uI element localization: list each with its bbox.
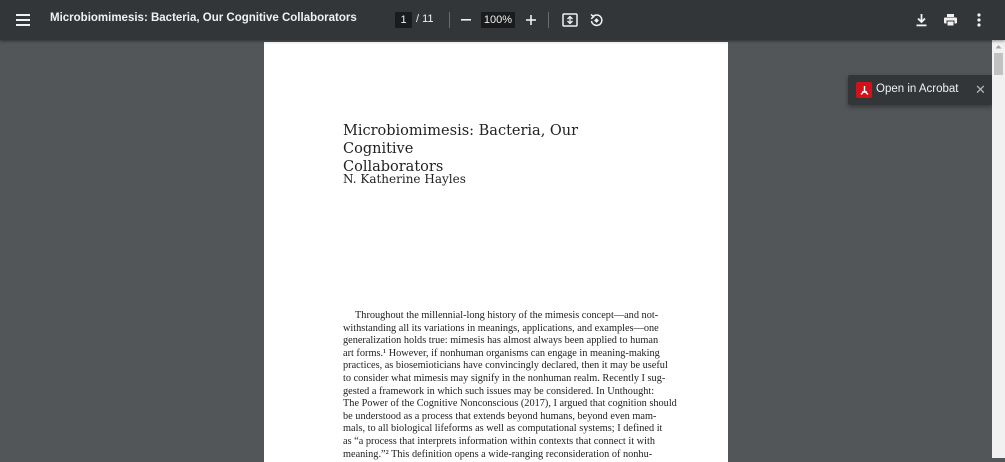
body-line: The Power of the Cognitive Nonconscious (2017), I argued that cognition should bbox=[343, 398, 677, 410]
rotate-button[interactable] bbox=[586, 10, 606, 30]
download-button[interactable] bbox=[911, 10, 931, 30]
toolbar-divider bbox=[548, 12, 549, 28]
body-line: meaning.”² This definition opens a wide-ranging reconsideration of nonhu- bbox=[343, 448, 653, 460]
body-text bbox=[343, 310, 677, 461]
more-vert-icon bbox=[977, 13, 981, 27]
zoom-input[interactable]: 100% bbox=[481, 12, 515, 28]
download-icon bbox=[915, 13, 928, 27]
scroll-up-icon[interactable] bbox=[992, 40, 1005, 52]
zoom-out-button[interactable] bbox=[456, 10, 476, 30]
vertical-scrollbar[interactable] bbox=[992, 40, 1005, 458]
heading-line: Collaborators bbox=[343, 159, 444, 175]
body-line: mals, to all biological lifeforms as well as computational systems; I defined it bbox=[343, 423, 663, 435]
body-line: generalization holds true: mimesis has almost always been applied to human bbox=[343, 335, 659, 347]
more-options-button[interactable] bbox=[969, 10, 989, 30]
body-line: as “a process that interprets information within contexts that connect it with bbox=[343, 435, 655, 447]
zoom-out-icon bbox=[460, 14, 472, 26]
menu-icon[interactable] bbox=[14, 11, 34, 29]
pdf-toolbar bbox=[0, 0, 1005, 40]
fit-page-icon bbox=[562, 13, 578, 27]
heading-line: Microbiomimesis: Bacteria, Our Cognitive bbox=[343, 123, 579, 157]
body-line: withstanding all its variations in meanings, applications, and examples—one bbox=[343, 322, 659, 334]
close-icon[interactable]: ✕ bbox=[975, 82, 986, 97]
body-line: art forms.¹ However, if nonhuman organisms can engage in meaning-making bbox=[343, 347, 660, 359]
body-line: be understood as a process that extends beyond humans, beyond even mam- bbox=[343, 410, 657, 422]
page-total: / 11 bbox=[416, 13, 434, 25]
open-in-acrobat-button[interactable]: Open in Acrobat bbox=[876, 83, 959, 95]
document-heading bbox=[343, 122, 643, 176]
pdf-page bbox=[264, 42, 728, 462]
body-line: practices, as biosemioticians have convincingly declared, then it may be useful bbox=[343, 360, 668, 372]
document-title: Microbiomimesis: Bacteria, Our Cognitive Collaborators bbox=[50, 12, 357, 24]
zoom-in-button[interactable] bbox=[521, 10, 541, 30]
rotate-icon bbox=[589, 13, 604, 28]
zoom-in-icon bbox=[525, 14, 537, 26]
page-number-input[interactable]: 1 bbox=[395, 12, 412, 28]
open-in-acrobat-popup bbox=[848, 75, 993, 105]
body-line: to consider what mimesis may signify in the nonhuman realm. Recently I sug- bbox=[343, 372, 666, 384]
scroll-thumb[interactable] bbox=[994, 53, 1003, 75]
print-button[interactable] bbox=[940, 10, 960, 30]
body-line: gested a framework in which such issues may be considered. In Unthought: bbox=[343, 385, 655, 397]
print-icon bbox=[943, 13, 958, 27]
acrobat-icon[interactable] bbox=[856, 82, 872, 98]
author-name: N. Katherine Hayles bbox=[343, 172, 466, 186]
toolbar-divider bbox=[449, 12, 450, 28]
body-line: Throughout the millennial-long history of the mimesis concept—and not- bbox=[355, 310, 659, 321]
fit-page-button[interactable] bbox=[560, 10, 580, 30]
